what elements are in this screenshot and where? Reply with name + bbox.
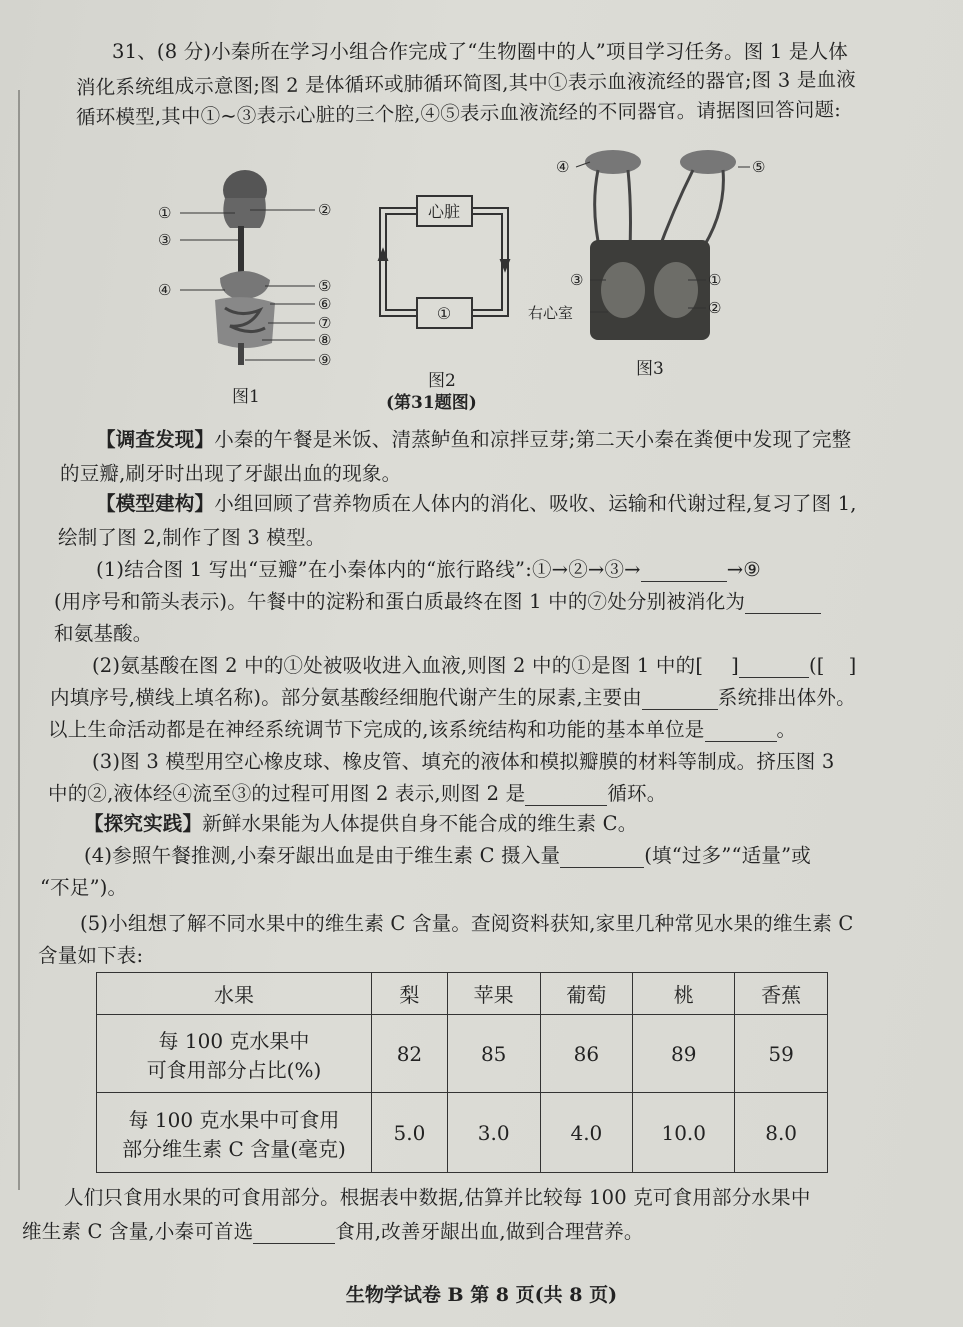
table-row-label [97,1093,372,1173]
table-header-fruit: 香蕉 [735,973,828,1015]
q1-text-1a: (1)结合图 1 写出“豆瓣”在小秦体内的“旅行路线”:①→②→③→ [96,558,641,581]
fig1-label-left-1: ① [158,204,172,222]
table-header-fruit: 葡萄 [540,973,633,1015]
survey-tag: 【调查发现】 [96,428,215,451]
fig3-label-3: ③ [570,271,584,289]
table-cell: 4.0 [540,1093,633,1173]
fig3-caption: 图3 [636,359,664,379]
model-line-1 [96,488,857,516]
q4-line-1 [84,840,811,868]
figure-2-circulation-loop [372,190,522,340]
table-header-fruit: 桃 [633,973,735,1015]
table-row-edible-ratio [97,1015,828,1093]
q2-text-1b: ] [731,654,739,677]
model-tag: 【模型建构】 [96,492,215,515]
table-cell: 5.0 [372,1093,448,1173]
conclusion-line-1: 人们只食用水果的可食用部分。根据表中数据,估算并比较每 100 克可食用部分水果中 [64,1186,811,1209]
fig3-label-2: ② [708,299,722,317]
q3-circulation-blank[interactable] [525,787,607,806]
fig1-label-right-3: ⑥ [318,295,332,313]
survey-line-1 [96,424,851,452]
conclusion-text-2b: 食用,改善牙龈出血,做到合理营养。 [335,1220,644,1243]
practice-tag: 【探究实践】 [84,812,203,835]
table-header-fruit: 苹果 [447,973,540,1015]
q1-text-2: (用序号和箭头表示)。午餐中的淀粉和蛋白质最终在图 1 中的⑦处分别被消化为 [54,590,746,613]
table-cell: 82 [372,1015,448,1093]
survey-text-1: 小秦的午餐是米饭、清蒸鲈鱼和凉拌豆芽;第二天小秦在粪便中发现了完整 [214,428,852,451]
model-line-2: 绘制了图 2,制作了图 3 模型。 [58,526,326,549]
table-cell: 89 [633,1015,735,1093]
figure-3-heart-model [528,140,778,350]
fig3-right-ventricle-label: 右心室 [528,304,574,322]
table-cell: 8.0 [735,1093,828,1173]
fig1-label-right-5: ⑧ [318,331,332,349]
q2-text-2a: 内填序号,横线上填名称)。部分氨基酸经细胞代谢产生的尿素,主要由 [50,686,642,709]
fig2-heart-label: 心脏 [427,202,461,221]
table-row-label-b: 可食用部分占比(%) [146,1057,322,1082]
q2-text-1a: (2)氨基酸在图 2 中的①处被吸收进入血液,则图 2 中的①是图 1 中的[ [92,654,704,677]
table-row-label [97,1015,372,1093]
q3-line-1: (3)图 3 模型用空心橡皮球、橡皮管、填充的液体和模拟瓣膜的材料等制成。挤压图 3 [92,750,835,773]
conclusion-line-2 [22,1216,644,1244]
figure-group [0,158,963,413]
q2-line-2 [50,682,856,710]
table-row-vitamin-c [97,1093,828,1173]
practice-text: 新鲜水果能为人体提供自身不能合成的维生素 C。 [202,812,638,835]
practice-line [84,808,637,836]
table-row-label-a: 每 100 克水果中可食用 [128,1107,340,1132]
q1-line-3: 和氨基酸。 [54,622,153,645]
q3-text-2a: 中的②,液体经④流至③的过程可用图 2 表示,则图 2 是 [48,782,526,805]
q1-line-1 [96,554,761,582]
q4-intake-blank[interactable] [560,849,644,868]
table-header-fruit: 梨 [372,973,448,1015]
table-header-row [97,973,828,1015]
q4-line-2: “不足”)。 [40,876,128,899]
table-row-label-a: 每 100 克水果中 [158,1028,310,1053]
q1-route-blank[interactable] [641,563,727,582]
q1-line-2 [54,586,821,614]
table-header-label: 水果 [97,973,372,1015]
table-cell: 10.0 [633,1093,735,1173]
intro-line-2: 消化系统组成示意图;图 2 是体循环或肺循环简图,其中①表示血液流经的器官;图 3 是血液 [75,67,857,100]
model-text-1: 小组回顾了营养物质在人体内的消化、吸收、运输和代谢过程,复习了图 1, [214,492,857,515]
conclusion-fruit-blank[interactable] [253,1225,335,1244]
fig1-label-right-2: ⑤ [318,277,332,295]
figure-1-digestive-system [150,168,350,373]
q1-text-1b: →⑨ [726,558,761,581]
q2-organ-name-blank[interactable] [739,659,809,678]
fig1-label-right-1: ② [318,201,332,219]
q2-text-2b: 系统排出体外。 [717,686,856,709]
table-row-label-b: 部分维生素 C 含量(毫克) [122,1136,346,1161]
fig1-label-right-6: ⑨ [318,351,332,369]
q2-line-3 [48,714,796,742]
fig3-label-5: ⑤ [752,158,766,176]
figure-group-caption: (第31题图) [386,393,477,413]
fig1-label-right-4: ⑦ [318,314,332,332]
fig1-label-left-2: ③ [158,231,172,249]
q2-text-3b: 。 [776,718,797,741]
intro-line-3: 循环模型,其中①~③表示心脏的三个腔,④⑤表示血液流经的不同器官。请据图回答问题: [75,97,842,130]
q2-line-1 [92,650,856,678]
q2-text-1d: ] [848,654,857,677]
page-footer: 生物学试卷 B 第 8 页(共 8 页) [345,1284,618,1306]
q2-system-blank[interactable] [642,691,718,710]
fig2-caption: 图2 [428,371,456,391]
q3-line-2 [48,778,666,806]
q2-text-3a: 以上生命活动都是在神经系统调节下完成的,该系统结构和功能的基本单位是 [48,718,705,741]
table-cell: 85 [447,1015,540,1093]
table-cell: 86 [540,1015,633,1093]
q2-text-1c: ([ [808,654,825,677]
table-cell: 59 [735,1015,828,1093]
vitamin-c-table [96,972,828,1173]
table-cell: 3.0 [447,1093,540,1173]
q4-text-1b: (填“过多”“适量”或 [644,844,811,867]
fig3-label-1: ① [708,271,722,289]
q2-neuron-blank[interactable] [705,723,777,742]
conclusion-text-2a: 维生素 C 含量,小秦可首选 [22,1220,254,1243]
intro-line-1: 31、(8 分)小秦所在学习小组合作完成了“生物圈中的人”项目学习任务。图 1 是人体 [112,40,848,63]
fig1-caption: 图1 [232,387,260,407]
fig2-organ-label: ① [436,304,452,323]
survey-line-2: 的豆瓣,刷牙时出现了牙龈出血的现象。 [60,462,402,485]
q4-text-1a: (4)参照午餐推测,小秦牙龈出血是由于维生素 C 摄入量 [84,844,561,867]
fig3-label-4: ④ [556,158,570,176]
q1-digestion-blank[interactable] [745,595,821,614]
q5-line-2: 含量如下表: [38,944,144,967]
fig1-label-left-3: ④ [158,281,172,299]
q3-text-2b: 循环。 [607,782,667,805]
q5-line-1: (5)小组想了解不同水果中的维生素 C 含量。查阅资料获知,家里几种常见水果的维生素 C [80,912,854,935]
